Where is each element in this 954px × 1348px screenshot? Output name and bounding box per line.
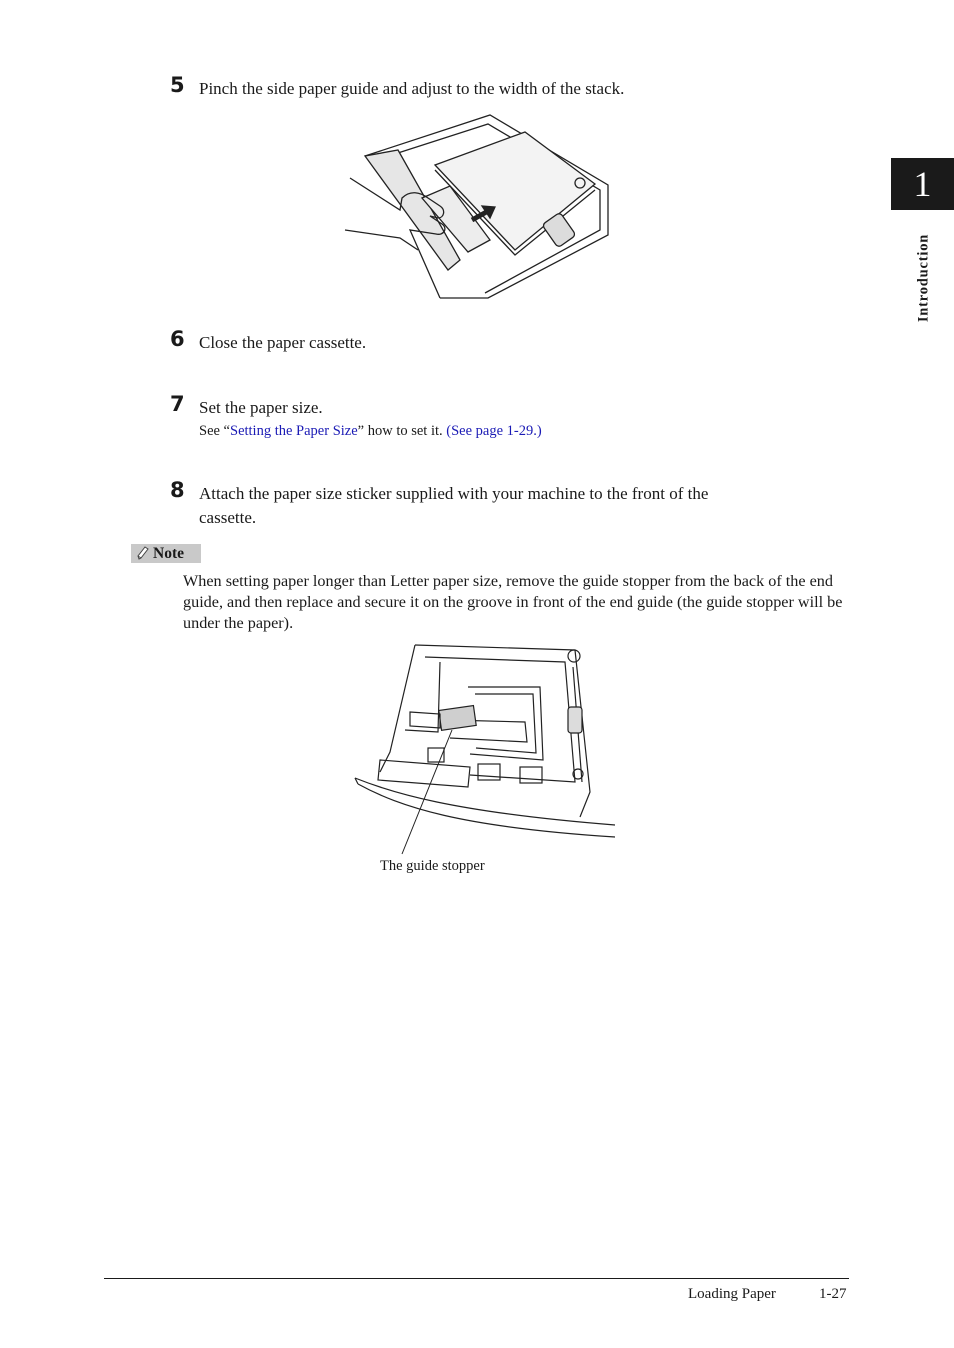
note-body: When setting paper longer than Letter paper size, remove the guide stopper from the back of the end guide, and then replace and secure it on the groove in front of the end guide (the guide stopper will be under the paper). [183, 572, 843, 632]
pencil-icon [136, 546, 150, 561]
figure-caption: The guide stopper [380, 858, 485, 874]
footer-divider [104, 1278, 849, 1279]
step-number: 7 [170, 392, 185, 416]
step-text: Close the paper cassette. [199, 333, 367, 352]
cassette-guide-stopper-illustration [350, 642, 620, 882]
step-number: 6 [170, 327, 185, 351]
step-text: Set the paper size. [199, 398, 323, 417]
note-label [131, 544, 201, 563]
reference-prefix: See “ [199, 423, 230, 439]
setting-paper-size-link[interactable]: Setting the Paper Size [230, 423, 358, 439]
footer-section-title: Loading Paper [688, 1286, 776, 1302]
cassette-side-guide-illustration [340, 110, 615, 302]
step-reference [199, 423, 542, 440]
page-reference-link[interactable]: (See page 1-29.) [446, 423, 542, 439]
reference-middle: ” how to set it. [357, 423, 447, 439]
step-text-line-1: Attach the paper size sticker supplied with your machine to the front of the [199, 484, 709, 503]
step-number: 5 [170, 73, 185, 97]
step-text-line-2: cassette. [199, 508, 257, 527]
note-label-text: Note [153, 545, 184, 562]
step-text: Pinch the side paper guide and adjust to the width of the stack. [199, 79, 625, 98]
footer-page-number: 1-27 [819, 1286, 847, 1302]
step-number: 8 [170, 478, 185, 502]
chapter-number-tab: 1 [891, 158, 954, 210]
